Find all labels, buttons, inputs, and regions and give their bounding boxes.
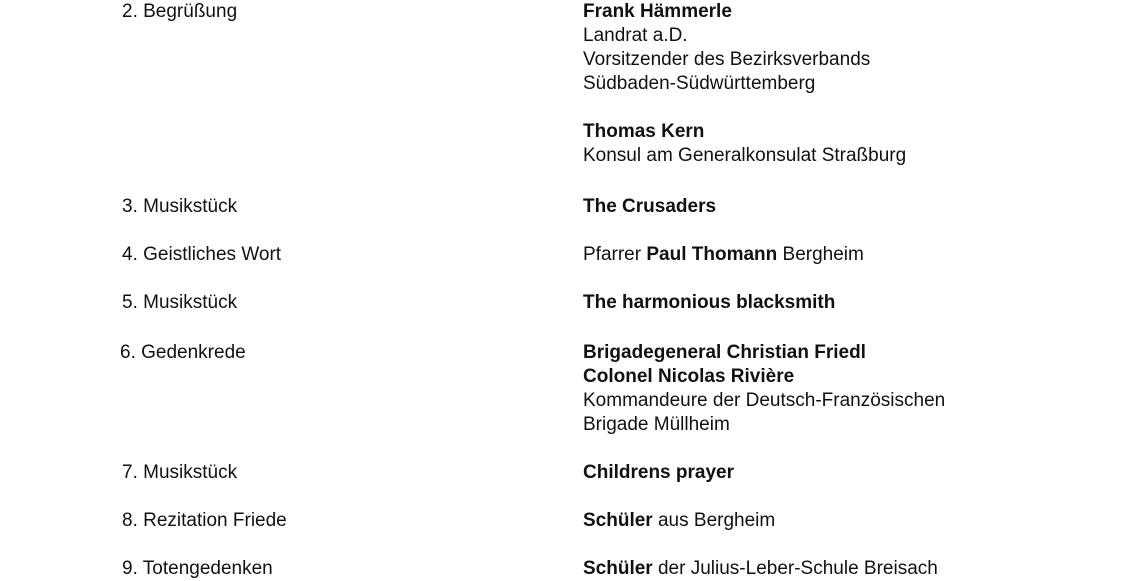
- speaker-suffix: Bergheim: [777, 244, 864, 265]
- speaker-line: [583, 243, 864, 267]
- item-content: [583, 341, 945, 437]
- speaker-title: Südbaden-Südwürttemberg: [583, 73, 816, 94]
- performer-line: [583, 557, 938, 581]
- item-content: [583, 461, 734, 485]
- music-title: The Crusaders: [583, 196, 717, 217]
- speaker-title: Konsul am Generalkonsulat Straßburg: [583, 145, 907, 166]
- performer-name: Schüler: [583, 558, 653, 579]
- performer-suffix: aus Bergheim: [652, 510, 776, 531]
- performer-suffix: der Julius-Leber-Schule Breisach: [652, 558, 938, 579]
- speaker-name: Thomas Kern: [583, 121, 705, 142]
- item-content: [583, 291, 835, 315]
- item-label: 3. Musikstück: [122, 196, 238, 217]
- item-content: [583, 509, 775, 533]
- item-label: 8. Rezitation Friede: [122, 510, 287, 531]
- speaker-title: Kommandeure der Deutsch-Französischen: [583, 390, 946, 411]
- item-content: [583, 557, 938, 581]
- item-label: 4. Geistliches Wort: [122, 244, 282, 265]
- speaker-name: Paul Thomann: [646, 244, 778, 265]
- item-label: 6. Gedenkrede: [120, 342, 246, 363]
- item-content: [583, 195, 716, 219]
- performer-name: Schüler: [583, 510, 653, 531]
- item-label: 5. Musikstück: [122, 292, 238, 313]
- speaker-title: Brigade Müllheim: [583, 414, 730, 435]
- speaker-name: Brigadegeneral Christian Friedl: [583, 342, 866, 363]
- speaker-title: Landrat a.D.: [583, 25, 688, 46]
- item-content: [583, 243, 864, 267]
- item-content: [583, 0, 906, 168]
- spacer: [583, 96, 906, 120]
- performer-line: [583, 509, 775, 533]
- speaker-prefix: Pfarrer: [583, 244, 647, 265]
- item-label: 9. Totengedenken: [122, 558, 273, 579]
- speaker-title: Vorsitzender des Bezirksverbands: [583, 49, 871, 70]
- speaker-name: Colonel Nicolas Rivière: [583, 366, 795, 387]
- item-label: 7. Musikstück: [122, 462, 238, 483]
- music-title: Childrens prayer: [583, 462, 734, 483]
- music-title: The harmonious blacksmith: [583, 292, 836, 313]
- speaker-name: Frank Hämmerle: [583, 1, 732, 22]
- item-label: 2. Begrüßung: [122, 1, 238, 22]
